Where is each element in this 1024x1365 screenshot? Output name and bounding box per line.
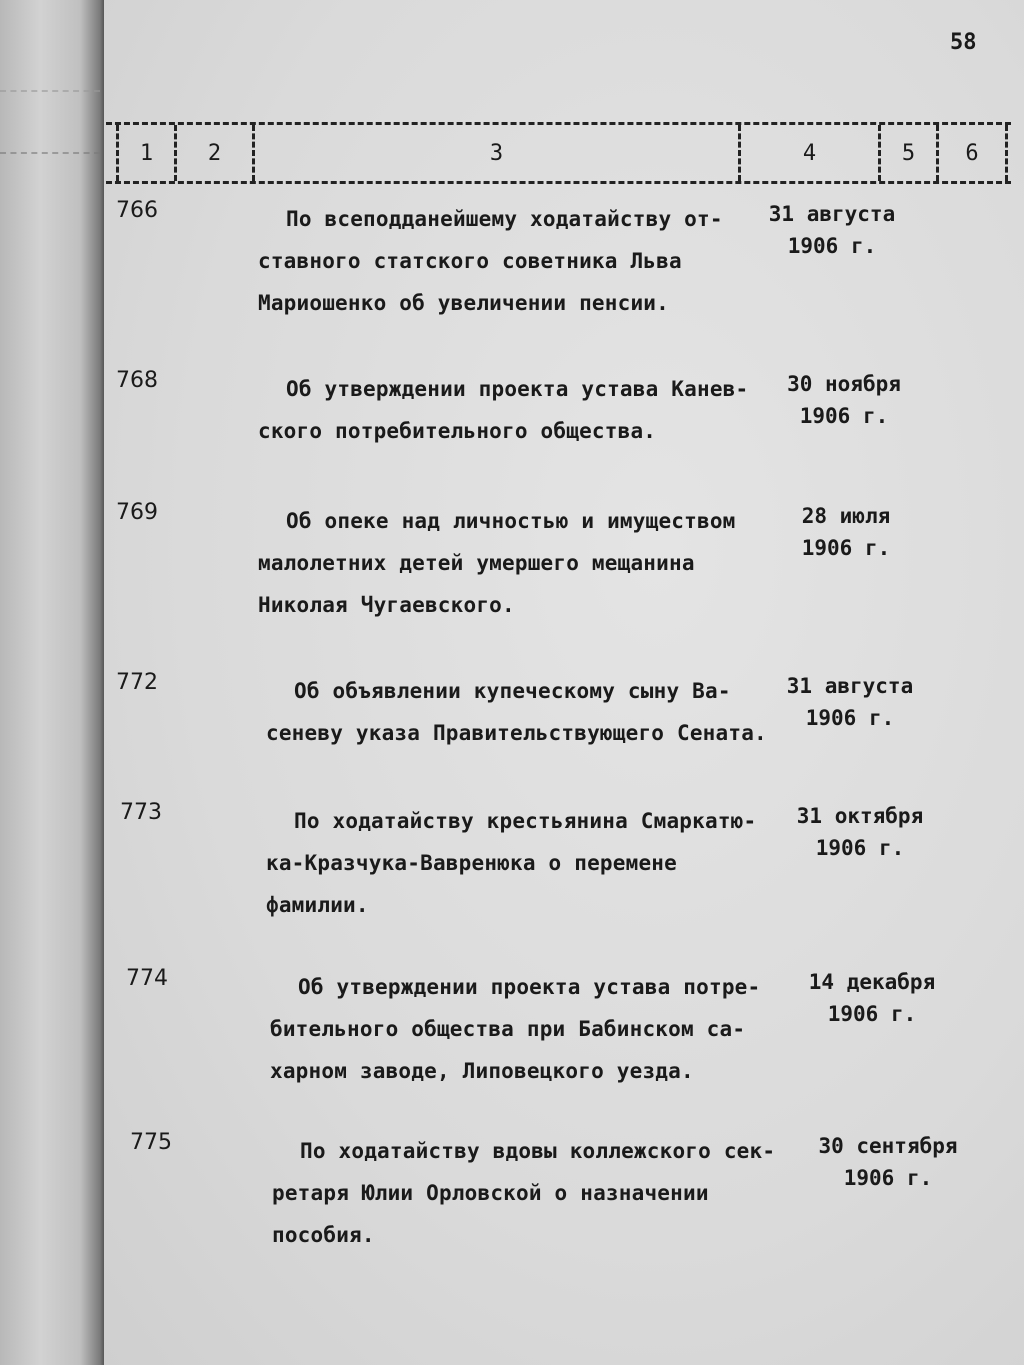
- document-page: [104, 0, 1024, 1365]
- entry-date-day: 30 сентября: [818, 1134, 958, 1158]
- entry-line: По всеподданейшему ходатайству от-: [286, 207, 723, 231]
- entry-date-year: 1906 г.: [799, 404, 889, 428]
- entry-number: 766: [116, 198, 158, 223]
- entry-date-year: 1906 г.: [815, 836, 905, 860]
- header-col-4: 4: [738, 125, 878, 181]
- entry-date-day: 31 августа: [768, 202, 896, 226]
- entry-line: ставного статского советника Льва: [258, 249, 682, 273]
- entry-date-day: 28 июля: [801, 504, 891, 528]
- entry-date: [732, 198, 932, 262]
- entry-line: Об объявлении купеческому сыну Ва-: [294, 679, 731, 703]
- entry-date-year: 1906 г.: [827, 1002, 917, 1026]
- binding-margin: [0, 0, 104, 1365]
- entry-date-year: 1906 г.: [801, 536, 891, 560]
- entry-line: Мариошенко об увеличении пенсии.: [258, 291, 669, 315]
- entry-number: 768: [116, 368, 158, 393]
- entry-date: [760, 800, 960, 864]
- entry-number: 772: [116, 670, 158, 695]
- entry-date-year: 1906 г.: [843, 1166, 933, 1190]
- entry-number: 773: [120, 800, 162, 825]
- entry-date: [744, 368, 944, 432]
- entry-line: По ходатайству вдовы коллежского сек-: [300, 1139, 776, 1163]
- entry-description: [272, 1130, 792, 1256]
- entry-line: Об утверждении проекта устава Канев-: [286, 377, 749, 401]
- entry-date-year: 1906 г.: [787, 234, 877, 258]
- entry-line: Об опеке над личностью и имуществом: [286, 509, 736, 533]
- page-number: 58: [950, 30, 977, 55]
- entry-line: ского потребительного общества.: [258, 419, 657, 443]
- entry-line: ка-Кразчука-Вавренюка о перемене: [266, 851, 677, 875]
- entry-line: бительного общества при Бабинском са-: [270, 1017, 746, 1041]
- entry-line: малолетних детей умершего мещанина: [258, 551, 695, 575]
- header-col-1: 1: [116, 125, 174, 181]
- entry-description: [266, 670, 786, 754]
- torn-edge: [0, 90, 100, 154]
- entry-number: 775: [130, 1130, 172, 1155]
- entry-date: [772, 966, 972, 1030]
- entry-date-day: 31 октября: [796, 804, 924, 828]
- entry-date-year: 1906 г.: [805, 706, 895, 730]
- entry-line: фамилии.: [266, 893, 369, 917]
- entry-description: [258, 368, 778, 452]
- entry-description: [266, 800, 786, 926]
- entry-date: [788, 1130, 988, 1194]
- entry-date: [746, 500, 946, 564]
- entry-description: [258, 198, 778, 324]
- entry-number: 769: [116, 500, 158, 525]
- entry-line: Об утверждении проекта устава потре-: [298, 975, 761, 999]
- entry-line: ретаря Юлии Орловской о назначении: [272, 1181, 709, 1205]
- entry-line: Николая Чугаевского.: [258, 593, 515, 617]
- entry-date: [750, 670, 950, 734]
- entry-date-day: 31 августа: [786, 674, 914, 698]
- entry-date-day: 14 декабря: [808, 970, 936, 994]
- entry-number: 774: [126, 966, 168, 991]
- entry-line: пособия.: [272, 1223, 375, 1247]
- entry-description: [258, 500, 778, 626]
- header-col-3: 3: [252, 125, 738, 181]
- entry-line: харном заводе, Липовецкого уезда.: [270, 1059, 694, 1083]
- entry-description: [270, 966, 790, 1092]
- header-col-6: 6: [936, 125, 1008, 181]
- entry-line: По ходатайству крестьянина Смаркатю-: [294, 809, 757, 833]
- table-header: [106, 122, 1011, 184]
- entry-line: сеневу указа Правительствующего Сената.: [266, 721, 767, 745]
- entry-date-day: 30 ноября: [787, 372, 901, 396]
- header-col-5: 5: [878, 125, 936, 181]
- header-col-2: 2: [174, 125, 252, 181]
